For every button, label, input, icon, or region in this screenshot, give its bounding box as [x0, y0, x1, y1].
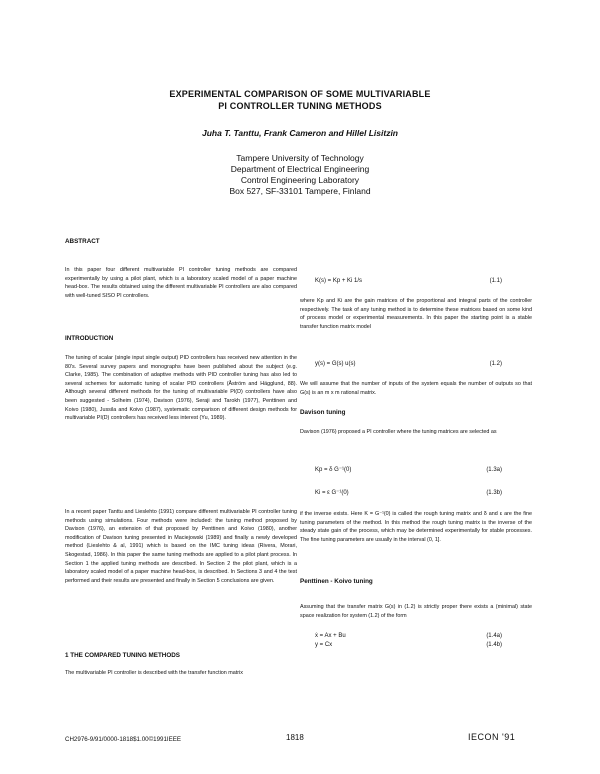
affiliation-line-2: Department of Electrical Engineering	[230, 164, 370, 174]
equation-1-2-number: (1.2)	[489, 361, 502, 367]
abstract-text: In this paper four different multivariable PI controller tuning methods are compared experimentally by using a pilot plant, which is a laboratory scaled model of a paper machine head-box. The results obtained using the different multivariable PI controllers are also compared with well-tuned SISO PI controllers.	[65, 267, 297, 299]
section-1-heading: 1 THE COMPARED TUNING METHODS	[65, 652, 180, 659]
footer-copyright-code: CH2976-9/91/0000-1818$1.00©1991IEEE	[65, 736, 182, 743]
introduction-paragraph-1: The tuning of scalar (single input single output) PID controllers has received new attention in the 80's. Several survey papers and monographs have been published about the subject (e.g. Clarke, 1985). The combination of adaptive methods with PID controller tuning has also led to several schemes for automatic tuning of scalar PID controllers (Åström and Hägglund, 88). Although several different methods for the tuning of multivariable PI(D) controllers have also been suggested - Solheim (1974), Davison (1976), Seraji and Tarokh (1977), Penttinen and Koivo (1980), Jussila and Koivo (1987), systematic comparison of different design methods for multivariable PI(D) controllers has received less interest (Yu, 1989).	[65, 355, 297, 422]
equation-1-3a-expression: Kp = δ G⁻¹(0)	[315, 467, 352, 473]
title-line-1: EXPERIMENTAL COMPARISON OF SOME MULTIVARIABLE	[169, 89, 431, 99]
equation-1-1-expression: K(s) = Kp + Ki 1/s	[315, 278, 363, 284]
affiliation-line-1: Tampere University of Technology	[236, 153, 364, 163]
introduction-paragraph-2: In a recent paper Tanttu and Lieslehto (1991) compare different multivariable PI controller tuning methods using simulations. Four methods were included: the tuning method proposed by Davison (1976), an extension of that proposed by Penttinen and Koivo (1980), another modification of Davison tuning presented in Maciejowski (1989) and finally a newly developed method (Lieslehto & al, 1991) which is based on the IMC tuning ideas (Rivera, Morari, Skogestad, 1986). In this paper the same tuning methods are applied to a pilot plant process. In Section 1 the applied tuning methods are described. In Section 2 the pilot plant, which is a laboratory scaled model of a paper machine head-box, is described. In Sections 3 and 4 the test performed and their results are presented and finally in Section 5 conclusions are given.	[65, 509, 297, 584]
equation-1-3b-number: (1.3b)	[486, 490, 502, 496]
footer-conference: IECON '91	[468, 732, 516, 742]
paper-title	[0, 88, 600, 112]
equation-1-3a-number: (1.3a)	[486, 467, 502, 473]
right-paragraph-2: We will assume that the number of inputs of the system equals the number of outputs so that G(s) is an m x m rational matrix.	[300, 381, 532, 396]
title-line-2: PI CONTROLLER TUNING METHODS	[218, 101, 382, 111]
footer-page-number: 1818	[286, 733, 304, 742]
right-paragraph-4: if the inverse exists. Here K = G⁻¹(0) is called the rough tuning matrix and δ and ε are the fine tuning parameters of the method. In this method the rough tuning matrix is the inverse of the steady state gain of the process, which may be determined experimentally for stable processes. The fine tuning parameters are usually in the interval (0, 1].	[300, 511, 532, 543]
affiliation-line-3: Control Engineering Laboratory	[240, 175, 360, 185]
affiliation	[0, 153, 600, 197]
equation-1-1-number: (1.1)	[489, 278, 502, 284]
equation-1-4a-expression: ẋ = Ax + Bu	[315, 633, 346, 639]
equation-1-4b-number: (1.4b)	[486, 642, 502, 648]
right-paragraph-1: where Kp and Ki are the gain matrices of the proportional and integral parts of the controller respectively. The task of any tuning method is to determine these matrices based on some kind of process model or experimental measurements. In this paper the starting point is a stable transfer function matrix model	[300, 298, 532, 330]
introduction-heading: INTRODUCTION	[65, 335, 114, 342]
abstract-heading: ABSTRACT	[65, 238, 100, 245]
affiliation-line-4: Box 527, SF-33101 Tampere, Finland	[229, 186, 371, 196]
equation-1-4b-expression: y = Cx	[315, 642, 333, 648]
author-list: Juha T. Tanttu, Frank Cameron and Hillel Lisitzin	[202, 128, 398, 138]
penttinen-koivo-heading: Penttinen - Koivo tuning	[300, 578, 373, 585]
davison-tuning-heading: Davison tuning	[300, 409, 346, 416]
equation-1-2-expression: y(s) = G(s) u(s)	[315, 361, 356, 367]
equation-1-3b-expression: Ki = ε G⁻¹(0)	[315, 490, 349, 496]
right-paragraph-3: Davison (1976) proposed a PI controller where the tuning matrices are selected as	[300, 429, 497, 435]
section-1-text: The multivariable PI controller is described with the transfer function matrix	[65, 670, 243, 676]
right-paragraph-5: Assuming that the transfer matrix G(s) in (1.2) is strictly proper there exists a (minimal) state space realization for system (1.2) of the form	[300, 604, 532, 619]
equation-1-4a-number: (1.4a)	[486, 633, 502, 639]
